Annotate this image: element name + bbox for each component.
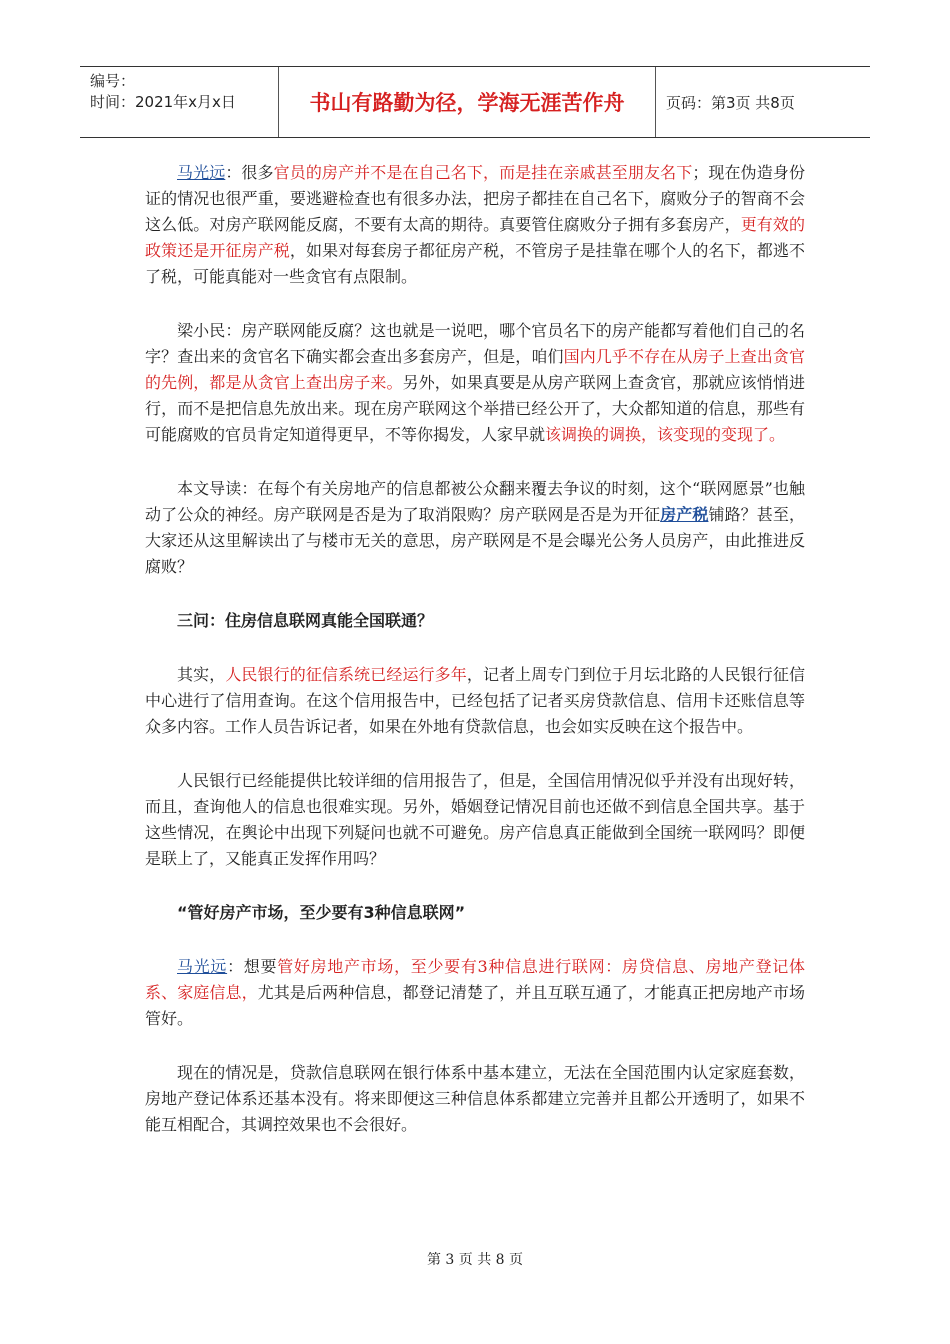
section-heading: 三问：住房信息联网真能全国联通？ <box>177 611 434 630</box>
document-body <box>145 160 805 1166</box>
highlighted-text: 人民银行的征信系统已经运行多年 <box>225 665 467 684</box>
paragraph <box>145 954 805 1032</box>
section-heading: “管好房产市场，至少要有3种信息联网” <box>177 903 466 922</box>
body-text: ；现在伪造身份证的情况也很严重，要逃避检查也有很多办法，把房子都挂在自己名下，腐败分子的智商不会这么低。对房产联网能反腐，不要有太高的期待。真要管住腐败分子拥有多套房产， <box>145 163 805 234</box>
highlighted-text: 更有效的政策还是开征房产税 <box>145 215 805 260</box>
paragraph <box>145 662 805 740</box>
speaker-name: 马光远 <box>177 163 226 182</box>
header-page-info: 页码：第3页 共8页 <box>666 93 795 112</box>
body-text: 另外，如果真要是从房产联网上查贪官，那就应该悄悄进行，而不是把信息先放出来。现在房产联网这个举措已经公开了，大众都知道的信息，那些有可能腐败的官员肯定知道得更早，不等你揭发，人家早就 <box>145 373 805 444</box>
highlighted-text: 该调换的调换，该变现的变现了。 <box>545 425 786 444</box>
body-text: ：想要 <box>227 957 278 976</box>
body-text: 人民银行已经能提供比较详细的信用报告了，但是，全国信用情况似乎并没有出现好转，而且，查询他人的信息也很难实现。另外，婚姻登记情况目前也还做不到信息全国共享。基于这些情况，在舆论中出现下列疑问也就不可避免。房产信息真正能做到全国统一联网吗？即便是联上了，又能真正发挥作用吗？ <box>145 771 805 868</box>
page-header <box>80 66 870 138</box>
body-text: 梁小民：房产联网能反腐？这也就是一说吧，哪个官员名下的房产能都写着他们自己的名字？查出来的贪官名下确实都会查出多套房产，但是，咱们 <box>145 321 805 366</box>
paragraph <box>145 160 805 290</box>
header-motto: 书山有路勤为径，学海无涯苦作舟 <box>279 67 656 137</box>
body-text: 现在的情况是，贷款信息联网在银行体系中基本建立，无法在全国范围内认定家庭套数，房地产登记体系还基本没有。将来即便这三种信息体系都建立完善并且都公开透明了，如果不能互相配合，其调控效果也不会很好。 <box>145 1063 805 1134</box>
body-text: ：很多 <box>225 163 274 182</box>
speaker-name: 马光远 <box>177 957 228 976</box>
header-meta <box>80 67 279 137</box>
paragraph <box>145 768 805 872</box>
paragraph <box>145 318 805 448</box>
paragraph <box>145 1060 805 1138</box>
body-text: 本文导读：在每个有关房地产的信息都被公众翻来覆去争议的时刻，这个“联网愿景”也触动了公众的神经。房产联网是否是为了取消限购？房产联网是否是为开征 <box>145 479 805 524</box>
body-text: 尤其是后两种信息，都登记清楚了，并且互联互通了，才能真正把房地产市场管好。 <box>145 983 805 1028</box>
time-label: 时间：2021年x月x日 <box>90 93 236 111</box>
highlighted-text: 官员的房产并不是在自己名下，而是挂在亲戚甚至朋友名下 <box>273 163 693 182</box>
page-footer: 第 3 页 共 8 页 <box>426 1252 524 1268</box>
paragraph <box>145 476 805 580</box>
highlighted-text: 管好房地产市场，至少要有3种信息进行联网：房贷信息、房地产登记体系、家庭信息， <box>145 957 805 1002</box>
number-label: 编号： <box>90 72 136 90</box>
body-text: 其实， <box>177 665 226 684</box>
body-text: ，记者上周专门到位于月坛北路的人民银行征信中心进行了信用查询。在这个信用报告中，已经包括了记者买房贷款信息、信用卡还账信息等众多内容。工作人员告诉记者，如果在外地有贷款信息，也会如实反映在这个报告中。 <box>145 665 805 736</box>
keyword-link[interactable]: 房产税 <box>660 505 709 524</box>
highlighted-text: 国内几乎不存在从房子上查出贪官的先例，都是从贪官上查出房子来。 <box>145 347 805 392</box>
body-text: ，如果对每套房子都征房产税，不管房子是挂靠在哪个人的名下，都逃不了税，可能真能对一些贪官有点限制。 <box>145 241 805 286</box>
body-text: 铺路？甚至，大家还从这里解读出了与楼市无关的意思，房产联网是不是会曝光公务人员房产，由此推进反腐败？ <box>145 505 805 576</box>
